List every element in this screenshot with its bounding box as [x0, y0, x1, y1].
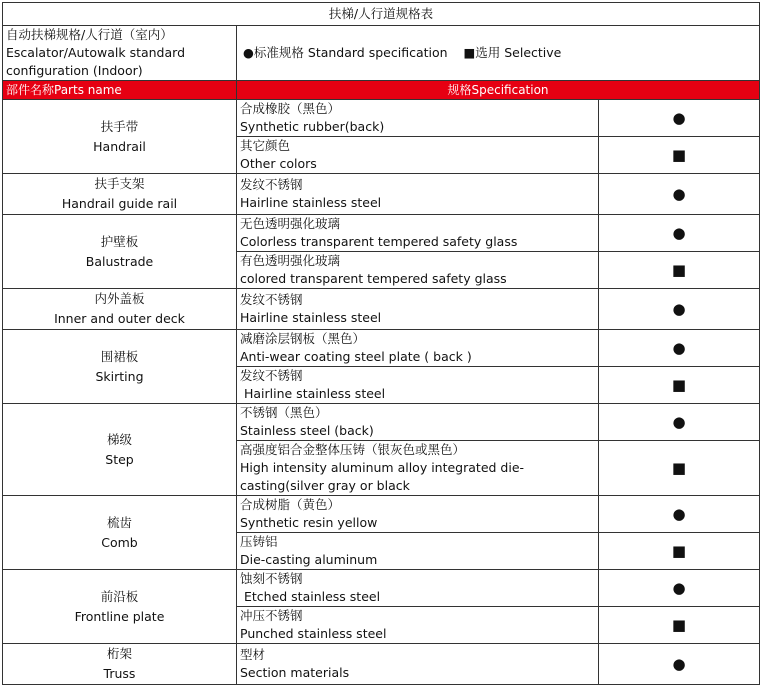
part-name-cn: 护壁板: [100, 233, 139, 249]
part-name-en: Skirting: [95, 368, 144, 384]
spec-line: 其它颜色: [240, 138, 291, 153]
part-name-cell: [3, 570, 237, 644]
spec-description-cell: [237, 137, 599, 174]
table-row: [3, 644, 760, 685]
selective-mark-icon: ■: [599, 367, 760, 404]
spec-description-cell: [237, 496, 599, 533]
selective-mark-icon: ■: [599, 441, 760, 496]
spec-line: Section materials: [240, 665, 350, 680]
part-name-cn: 梯级: [106, 431, 132, 447]
part-name-en: Truss: [103, 666, 136, 681]
spec-line: colored transparent tempered safety glass: [240, 271, 507, 286]
spec-line: 高强度铝合金整体压铸（银灰色或黑色）: [240, 442, 466, 457]
spec-line: High intensity aluminum alloy integrated die-: [240, 460, 525, 475]
spec-description-cell: [237, 330, 599, 367]
header-row: [3, 26, 760, 81]
spec-description-cell: [237, 100, 599, 137]
part-name-cn: 梳齿: [106, 514, 132, 530]
spec-description-cell: [237, 215, 599, 252]
standard-mark-icon: ●: [599, 215, 760, 252]
spec-line: 合成树脂（黄色）: [240, 497, 341, 512]
spec-line: 合成橡胶（黑色）: [240, 101, 341, 116]
spec-line: Colorless transparent tempered safety glass: [240, 234, 518, 249]
title-row: [3, 3, 760, 26]
part-name-en: Balustrade: [85, 253, 154, 269]
spec-line: Die-casting aluminum: [240, 552, 378, 567]
standard-mark-icon: ●: [599, 644, 760, 685]
legend: ●标准规格 Standard specification ■选用 Selective: [237, 26, 760, 81]
config-label-line: configuration (Indoor): [6, 63, 143, 78]
spec-table-body: [3, 3, 760, 685]
part-name-cell: [3, 496, 237, 570]
spec-description-cell: [237, 404, 599, 441]
spec-description-cell: [237, 367, 599, 404]
table-row: [3, 404, 760, 441]
part-name-en: Inner and outer deck: [54, 311, 185, 326]
selective-mark-icon: ■: [599, 137, 760, 174]
table-row: [3, 174, 760, 215]
part-name-cn: 桁架: [106, 646, 132, 661]
spec-line: Etched stainless steel: [240, 589, 381, 604]
selective-mark-icon: ■: [599, 533, 760, 570]
standard-mark-icon: ●: [599, 100, 760, 137]
table-row: [3, 570, 760, 607]
parts-column-header: 部件名称Parts name: [3, 81, 237, 100]
spec-line: 有色透明强化玻璃: [240, 253, 341, 268]
standard-mark-icon: ●: [599, 330, 760, 367]
part-name-en: Frontline plate: [74, 608, 165, 624]
table-row: [3, 100, 760, 137]
part-name-cn: 扶手支架: [94, 176, 145, 191]
spec-description-cell: [237, 533, 599, 570]
part-name-cn: 围裙板: [100, 348, 139, 364]
selective-mark-icon: ■: [599, 252, 760, 289]
spec-line: Hairline stainless steel: [240, 195, 382, 210]
part-name-en: Comb: [101, 534, 138, 550]
part-name-cell: [3, 330, 237, 404]
part-name-en: Handrail: [93, 138, 146, 154]
part-name-cell: [3, 215, 237, 289]
spec-line: 压铸铝: [240, 534, 278, 549]
spec-column-header: 规格Specification: [237, 81, 760, 100]
spec-line: 型材: [240, 647, 266, 662]
part-name-cell: [3, 100, 237, 174]
column-header-row: [3, 81, 760, 100]
spec-description-cell: [237, 441, 599, 496]
spec-line: Other colors: [240, 156, 317, 171]
config-label: [3, 26, 237, 81]
standard-mark-icon: ●: [599, 289, 760, 330]
selective-mark-icon: ■: [599, 607, 760, 644]
part-name-cn: 前沿板: [100, 588, 139, 604]
spec-line: 发纹不锈钢: [240, 177, 303, 192]
spec-line: 不锈钢（黑色）: [240, 405, 328, 420]
table-title: 扶梯/人行道规格表: [3, 3, 760, 26]
part-name-en: Step: [105, 451, 134, 467]
part-name-cn: 内外盖板: [94, 291, 145, 306]
standard-mark-icon: ●: [599, 496, 760, 533]
standard-mark-icon: ●: [599, 570, 760, 607]
spec-line: 无色透明强化玻璃: [240, 216, 341, 231]
spec-description-cell: [237, 607, 599, 644]
spec-description-cell: [237, 289, 599, 330]
table-row: [3, 215, 760, 252]
spec-description-cell: [237, 252, 599, 289]
part-name-cn: 扶手带: [100, 118, 139, 134]
spec-table: [2, 2, 760, 685]
spec-description-cell: [237, 174, 599, 215]
config-label-line: Escalator/Autowalk standard: [6, 45, 186, 60]
spec-line: 发纹不锈钢: [240, 292, 303, 307]
spec-line: 发纹不锈钢: [240, 368, 303, 383]
part-name-en: Handrail guide rail: [61, 196, 178, 211]
spec-line: Synthetic resin yellow: [240, 515, 378, 530]
table-row: [3, 330, 760, 367]
spec-description-cell: [237, 644, 599, 685]
table-row: [3, 289, 760, 330]
standard-mark-icon: ●: [599, 404, 760, 441]
spec-line: Punched stainless steel: [240, 626, 387, 641]
standard-mark-icon: ●: [599, 174, 760, 215]
part-name-cell: [3, 289, 237, 330]
spec-line: 冲压不锈钢: [240, 608, 303, 623]
spec-line: Stainless steel (back): [240, 423, 374, 438]
spec-line: 蚀刻不锈钢: [240, 571, 303, 586]
table-row: [3, 496, 760, 533]
spec-line: 减磨涂层钢板（黑色）: [240, 331, 366, 346]
part-name-cell: [3, 644, 237, 685]
part-name-cell: [3, 174, 237, 215]
spec-line: Hairline stainless steel: [240, 386, 386, 401]
part-name-cell: [3, 404, 237, 496]
spec-line: Hairline stainless steel: [240, 310, 382, 325]
spec-line: casting(silver gray or black: [240, 478, 410, 493]
config-label-line: 自动扶梯规格/人行道（室内）: [6, 27, 173, 42]
spec-description-cell: [237, 570, 599, 607]
spec-line: Synthetic rubber(back): [240, 119, 385, 134]
spec-line: Anti-wear coating steel plate ( back ): [240, 349, 472, 364]
